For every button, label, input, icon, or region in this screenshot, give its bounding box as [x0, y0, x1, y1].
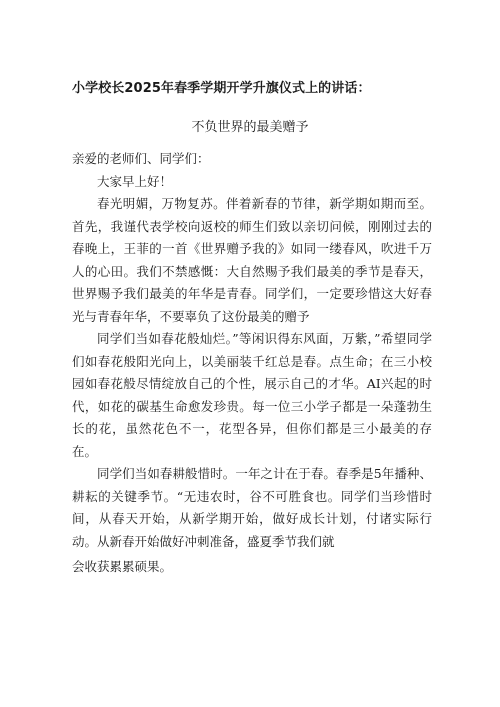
paragraph: 春光明媚，万物复苏。伴着新春的节律，新学期如期而至。首先，我谨代表学校向返校的师生们致以亲切问候，刚刚过去的春晚上，王菲的一首《世界赠予我的》如同一缕春风，吹进千万人的心田。我们不禁感慨：大自然赐予我们最美的季节是春天，世界赐予我们最美的年华是青春。同学们，一定要珍惜这大好春光与青春年华，不要辜负了这份最美的赠予 [72, 196, 432, 324]
paragraph: 同学们当如春耕般惜时。一年之计在于春。春季是5年播种、耕耘的关键季节。“无违农时，谷不可胜食也。同学们当珍惜时间，从春天开始，从新学期开始，做好成长计划，付诸实际行动。从新春开始做好冲刺准备，盛夏季节我们就 [72, 466, 432, 549]
greeting: 大家早上好！ [97, 173, 173, 189]
salutation: 亲爱的老师们、同学们： [72, 151, 210, 166]
paragraph: 会收获累累硕果。 [72, 559, 173, 574]
document-subtitle: 不负世界的最美赠予 [191, 120, 309, 135]
document-body [72, 148, 432, 579]
document-title: 小学校长2025年春季学期开学升旗仪式上的讲话： [72, 81, 371, 96]
paragraph: 同学们当如春花般灿烂。”等闲识得东风面，万紫，”希望同学们如春花般阳光向上，以美丽装千红总是春。点生命；在三小校园如春花般尽情绽放自己的个性，展示自己的才华。AI兴起的时代，如花的碳基生命愈发珍贵。每一位三小学子都是一朵蓬勃生长的花，虽然花色不一，花型各异，但你们都是三小最美的存在。 [72, 331, 432, 459]
